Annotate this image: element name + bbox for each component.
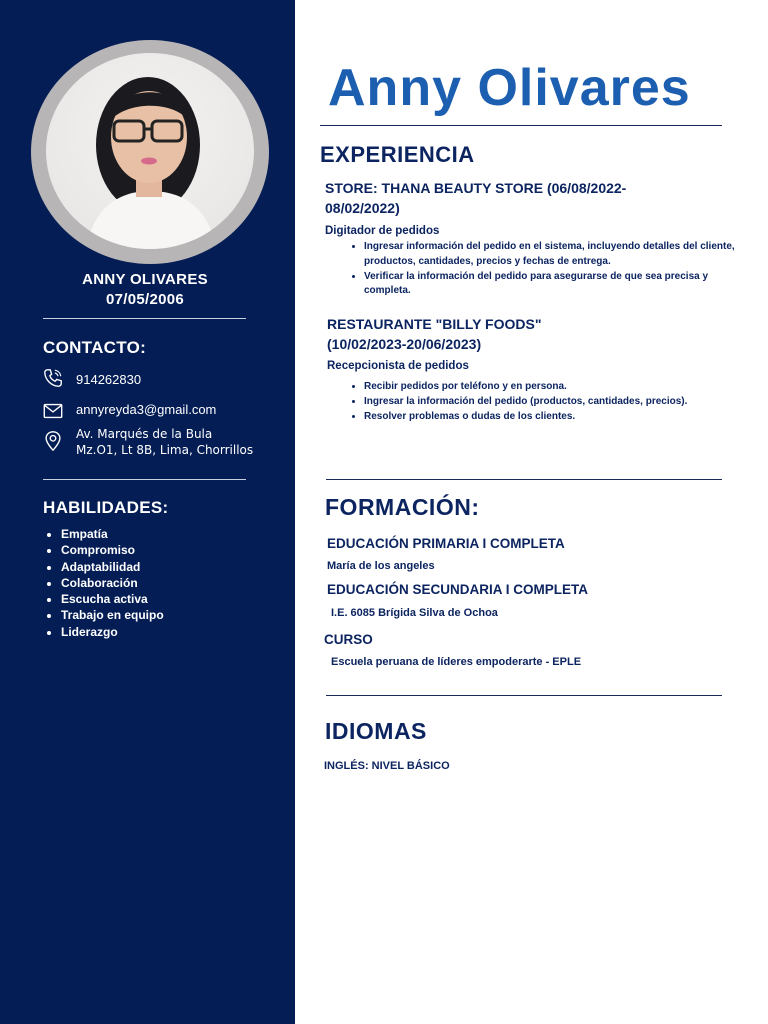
skills-list	[43, 526, 164, 640]
title-divider	[320, 125, 722, 126]
experience-heading: EXPERIENCIA	[320, 142, 475, 167]
skill-item: • Empatía	[61, 526, 164, 542]
location-pin-icon	[42, 430, 64, 452]
sidebar-divider	[43, 318, 246, 319]
job-title	[327, 314, 541, 354]
section-divider	[326, 479, 722, 480]
profile-photo	[46, 53, 254, 249]
job-role: Recepcionista de pedidos	[327, 360, 469, 372]
education-title: EDUCACIÓN PRIMARIA I COMPLETA	[327, 536, 565, 551]
skill-item: • Escucha activa	[61, 591, 164, 607]
job-duties	[349, 380, 744, 425]
address-line-2: Mz.O1, Lt 8B, Lima, Chorrillos	[76, 443, 254, 457]
skills-heading: HABILIDADES:	[43, 498, 169, 517]
contact-phone[interactable]: 914262830	[76, 372, 142, 387]
job-duty-item: • Ingresar información del pedido en el sistema, incluyendo detalles del cliente, productos, cantidades, precios y fechas de entrega.	[364, 240, 740, 269]
job-title	[325, 178, 626, 218]
contact-email[interactable]: annyreyda3@gmail.com	[76, 402, 217, 417]
sidebar-birthdate: 07/05/2006	[105, 291, 185, 308]
skill-item: • Trabajo en equipo	[61, 607, 164, 623]
education-school: I.E. 6085 Brígida Silva de Ochoa	[331, 607, 498, 619]
skill-item: • Compromiso	[61, 542, 164, 558]
sidebar	[0, 0, 295, 1024]
job-title-line-1: RESTAURANTE "BILLY FOODS"	[327, 316, 542, 332]
education-heading: FORMACIÓN:	[325, 494, 480, 520]
sidebar-name: ANNY OLIVARES	[82, 271, 208, 288]
sidebar-divider	[43, 479, 246, 480]
education-title: EDUCACIÓN SECUNDARIA I COMPLETA	[327, 582, 589, 597]
job-duty-item: • Recibir pedidos por teléfono y en persona.	[364, 380, 744, 395]
course-name: Escuela peruana de líderes empoderarte - EPLE	[331, 656, 582, 668]
phone-icon	[42, 367, 64, 389]
job-title-line-2: 08/02/2022)	[325, 200, 400, 216]
job-duties	[349, 240, 740, 299]
education-school: María de los angeles	[327, 560, 435, 572]
page-title: Anny Olivares	[328, 59, 691, 117]
job-title-line-1: STORE: THANA BEAUTY STORE (06/08/2022-	[325, 180, 627, 196]
address-line-1: Av. Marqués de la Bula	[76, 427, 213, 441]
email-icon	[42, 400, 64, 422]
course-heading: CURSO	[324, 632, 373, 647]
job-duty-item: • Resolver problemas o dudas de los clientes.	[364, 410, 744, 425]
contact-heading: CONTACTO:	[43, 338, 147, 357]
job-duty-item: • Verificar la información del pedido para asegurarse de que sea precisa y completa.	[364, 270, 740, 299]
skill-item: • Colaboración	[61, 575, 164, 591]
job-title-line-2: (10/02/2023-20/06/2023)	[327, 336, 482, 352]
contact-address	[76, 426, 253, 458]
skill-item: • Liderazgo	[61, 624, 164, 640]
profile-photo-illustration	[46, 53, 254, 249]
section-divider	[326, 695, 722, 696]
skill-item: • Adaptabilidad	[61, 559, 164, 575]
languages-heading: IDIOMAS	[325, 718, 427, 744]
language-item: INGLÉS: NIVEL BÁSICO	[324, 760, 450, 772]
job-duty-item: • Ingresar la información del pedido (productos, cantidades, precios).	[364, 395, 744, 410]
job-role: Digitador de pedidos	[325, 225, 440, 237]
